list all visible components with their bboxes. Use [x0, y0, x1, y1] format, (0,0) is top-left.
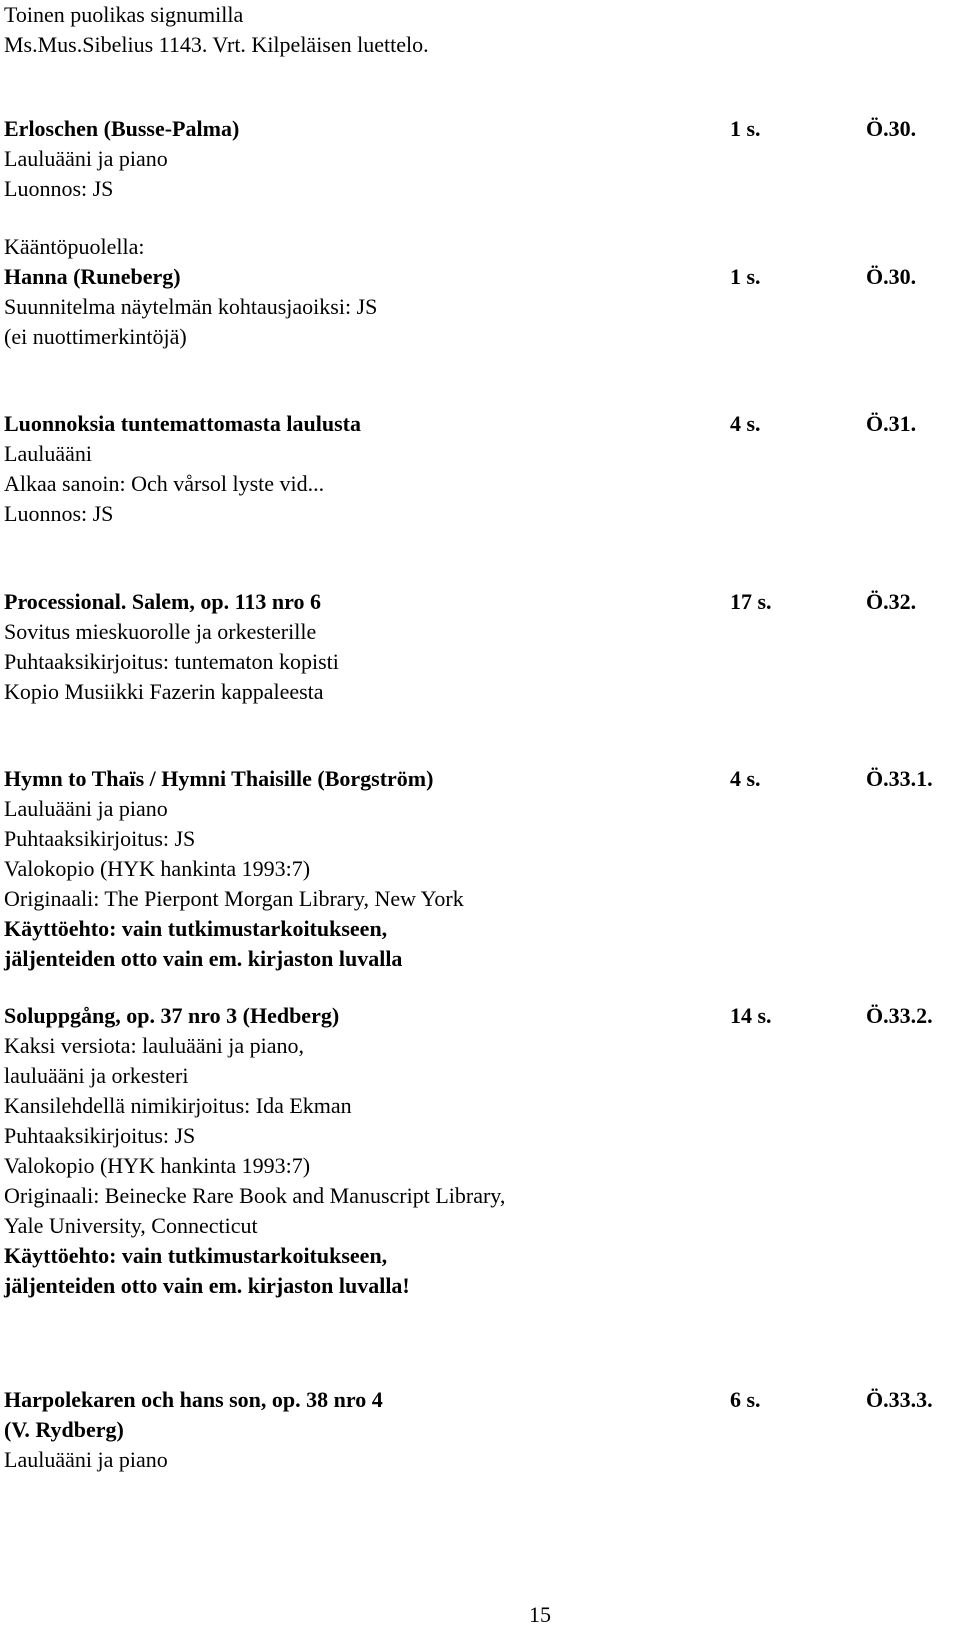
entry-detail: lauluääni ja orkesteri	[4, 1063, 189, 1088]
entry-code: Ö.33.3.	[866, 1387, 933, 1412]
document-header	[4, 0, 429, 60]
entry-detail: Originaali: The Pierpont Morgan Library, New York	[4, 886, 464, 911]
header-line: Toinen puolikas signumilla	[4, 2, 244, 27]
catalog-entry-hymn-to-thais	[4, 764, 944, 974]
catalog-entry-hanna	[4, 232, 944, 352]
entry-code: Ö.33.2.	[866, 1003, 933, 1028]
entry-pages: 1 s.	[730, 116, 761, 141]
entry-detail: Suunnitelma näytelmän kohtausjaoiksi: JS	[4, 294, 378, 319]
header-line: Ms.Mus.Sibelius 1143. Vrt. Kilpeläisen luettelo.	[4, 32, 429, 57]
entry-pages: 1 s.	[730, 264, 761, 289]
entry-detail: Alkaa sanoin: Och vårsol lyste vid...	[4, 471, 325, 496]
entry-title: Erloschen (Busse-Palma)	[4, 116, 240, 141]
usage-restriction: Käyttöehto: vain tutkimustarkoitukseen,	[4, 916, 388, 941]
entry-code: Ö.32.	[866, 589, 917, 614]
entry-title-row	[4, 764, 944, 794]
entry-detail: Puhtaaksikirjoitus: JS	[4, 1123, 196, 1148]
entry-title-row	[4, 262, 944, 292]
entry-pages: 14 s.	[730, 1003, 772, 1028]
entry-detail: Luonnos: JS	[4, 176, 114, 201]
page-number: 15	[529, 1602, 551, 1627]
entry-code: Ö.30.	[866, 264, 917, 289]
entry-detail: Originaali: Beinecke Rare Book and Manuscript Library,	[4, 1183, 506, 1208]
entry-title-row	[4, 114, 944, 144]
entry-detail: Kopio Musiikki Fazerin kappaleesta	[4, 679, 324, 704]
entry-title: Harpolekaren och hans son, op. 38 nro 4	[4, 1387, 383, 1412]
entry-pages: 17 s.	[730, 589, 772, 614]
entry-title-continued: (V. Rydberg)	[4, 1417, 124, 1442]
usage-restriction: jäljenteiden otto vain em. kirjaston luvalla!	[4, 1273, 410, 1298]
usage-restriction: Käyttöehto: vain tutkimustarkoitukseen,	[4, 1243, 388, 1268]
entry-title: Hymn to Thaïs / Hymni Thaisille (Borgström)	[4, 766, 434, 791]
entry-pages: 4 s.	[730, 411, 761, 436]
entry-detail: Puhtaaksikirjoitus: tuntematon kopisti	[4, 649, 339, 674]
entry-detail: Valokopio (HYK hankinta 1993:7)	[4, 1153, 311, 1178]
entry-detail: Lauluääni	[4, 441, 92, 466]
entry-detail: Kaksi versiota: lauluääni ja piano,	[4, 1033, 304, 1058]
entry-detail: Luonnos: JS	[4, 501, 114, 526]
usage-restriction: jäljenteiden otto vain em. kirjaston luvalla	[4, 946, 403, 971]
entry-code: Ö.30.	[866, 116, 917, 141]
entry-detail: Puhtaaksikirjoitus: JS	[4, 826, 196, 851]
entry-detail: Valokopio (HYK hankinta 1993:7)	[4, 856, 311, 881]
entry-pages: 6 s.	[730, 1387, 761, 1412]
entry-code: Ö.33.1.	[866, 766, 933, 791]
entry-title-row	[4, 587, 944, 617]
entry-detail: Kansilehdellä nimikirjoitus: Ida Ekman	[4, 1093, 352, 1118]
verso-label: Kääntöpuolella:	[4, 234, 145, 259]
entry-title: Soluppgång, op. 37 nro 3 (Hedberg)	[4, 1003, 340, 1028]
catalog-entry-soluppgang	[4, 1001, 944, 1301]
entry-detail: (ei nuottimerkintöjä)	[4, 324, 187, 349]
catalog-entry-harpolekaren	[4, 1385, 944, 1475]
entry-detail: Sovitus mieskuorolle ja orkesterille	[4, 619, 317, 644]
entry-title-row	[4, 1385, 944, 1415]
entry-title: Processional. Salem, op. 113 nro 6	[4, 589, 321, 614]
entry-detail: Yale University, Connecticut	[4, 1213, 258, 1238]
entry-title: Luonnoksia tuntemattomasta laulusta	[4, 411, 361, 436]
entry-detail: Lauluääni ja piano	[4, 1447, 168, 1472]
catalog-entry-processional	[4, 587, 944, 707]
catalog-entry-luonnoksia	[4, 409, 944, 529]
entry-title: Hanna (Runeberg)	[4, 264, 181, 289]
entry-title-row	[4, 409, 944, 439]
entry-code: Ö.31.	[866, 411, 917, 436]
entry-title-row	[4, 1001, 944, 1031]
entry-pages: 4 s.	[730, 766, 761, 791]
entry-detail: Lauluääni ja piano	[4, 796, 168, 821]
entry-detail: Lauluääni ja piano	[4, 146, 168, 171]
catalog-entry-erloschen	[4, 114, 944, 204]
